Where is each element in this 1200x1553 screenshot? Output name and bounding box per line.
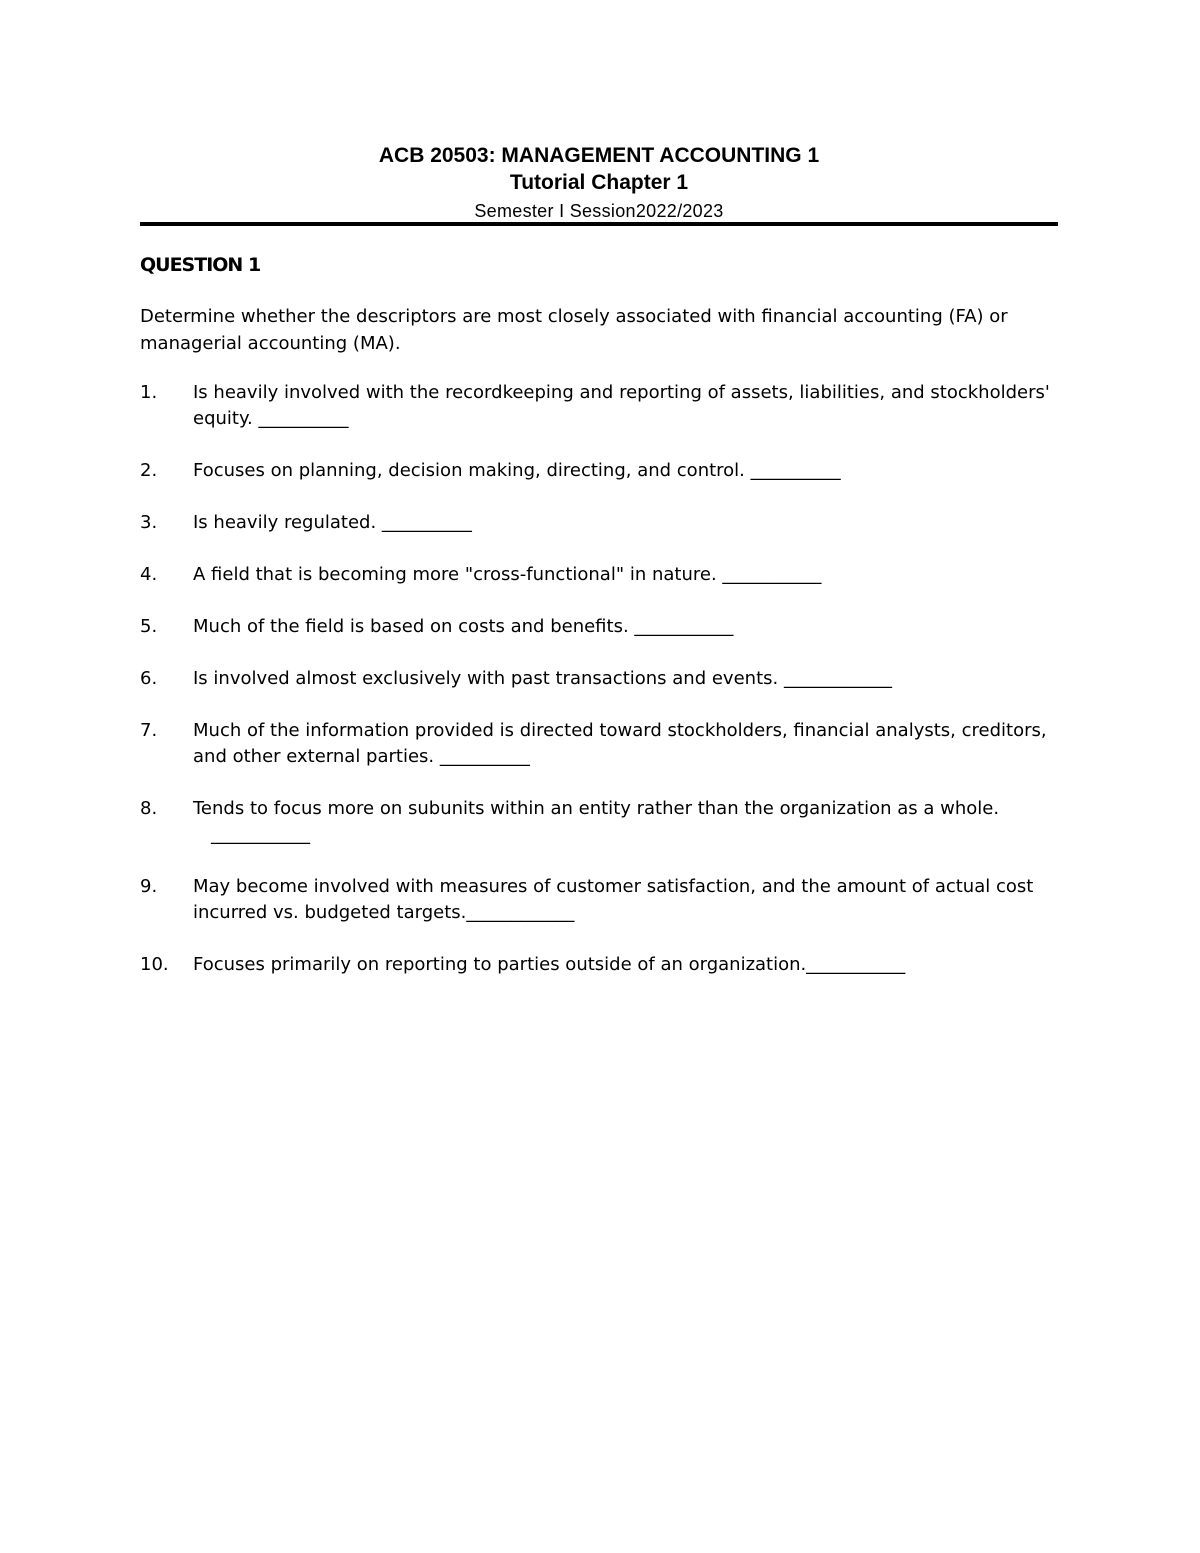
question-item-3	[140, 510, 1070, 536]
session-subtitle: Semester I Session2022/2023	[474, 201, 724, 221]
question-number: 2.	[140, 460, 158, 481]
document-header	[140, 140, 1058, 226]
question-text: Is heavily involved with the recordkeeping and reporting of assets, liabilities, and stockholders' equity. __________	[193, 382, 1050, 429]
question-text: Tends to focus more on subunits within an entity rather than the organization as a whole.	[193, 798, 1000, 819]
question-item-10	[140, 952, 1070, 978]
question-text: Focuses primarily on reporting to parties outside of an organization.___________	[193, 954, 906, 975]
question-item-7	[140, 718, 1070, 770]
question-number: 6.	[140, 668, 158, 689]
question-item-4	[140, 562, 1070, 588]
question-item-2	[140, 458, 1070, 484]
question-item-1	[140, 380, 1070, 432]
question-item-8	[140, 796, 1070, 848]
question-instructions: Determine whether the descriptors are most closely associated with financial accounting (FA) or managerial accounting (MA).	[140, 306, 1008, 354]
question-number: 4.	[140, 564, 158, 585]
question-heading: QUESTION 1	[140, 254, 261, 276]
question-item-9	[140, 874, 1070, 926]
question-list	[140, 380, 1070, 1004]
question-number: 8.	[140, 798, 158, 819]
question-number: 10.	[140, 954, 169, 975]
header-divider	[140, 222, 1058, 226]
question-text: Much of the information provided is directed toward stockholders, financial analysts, creditors, and other external parties. __________	[193, 720, 1047, 767]
question-text: A field that is becoming more "cross-functional" in nature. ___________	[193, 564, 822, 585]
question-number: 5.	[140, 616, 158, 637]
question-item-5	[140, 614, 1070, 640]
question-text: Is heavily regulated. __________	[193, 512, 472, 533]
question-number: 1.	[140, 382, 158, 403]
question-number: 3.	[140, 512, 158, 533]
course-title: ACB 20503: MANAGEMENT ACCOUNTING 1	[378, 144, 820, 167]
tutorial-title: Tutorial Chapter 1	[509, 171, 689, 194]
question-item-6	[140, 666, 1070, 692]
question-text: Focuses on planning, decision making, directing, and control. __________	[193, 460, 841, 481]
question-text: Is involved almost exclusively with past transactions and events. ____________	[193, 668, 892, 689]
question-text: Much of the field is based on costs and benefits. ___________	[193, 616, 734, 637]
question-number: 9.	[140, 876, 158, 897]
answer-blank: ___________	[211, 824, 310, 845]
question-number: 7.	[140, 720, 158, 741]
question-text: May become involved with measures of customer satisfaction, and the amount of actual cost incurred vs. budgeted targets.____________	[193, 876, 1034, 923]
